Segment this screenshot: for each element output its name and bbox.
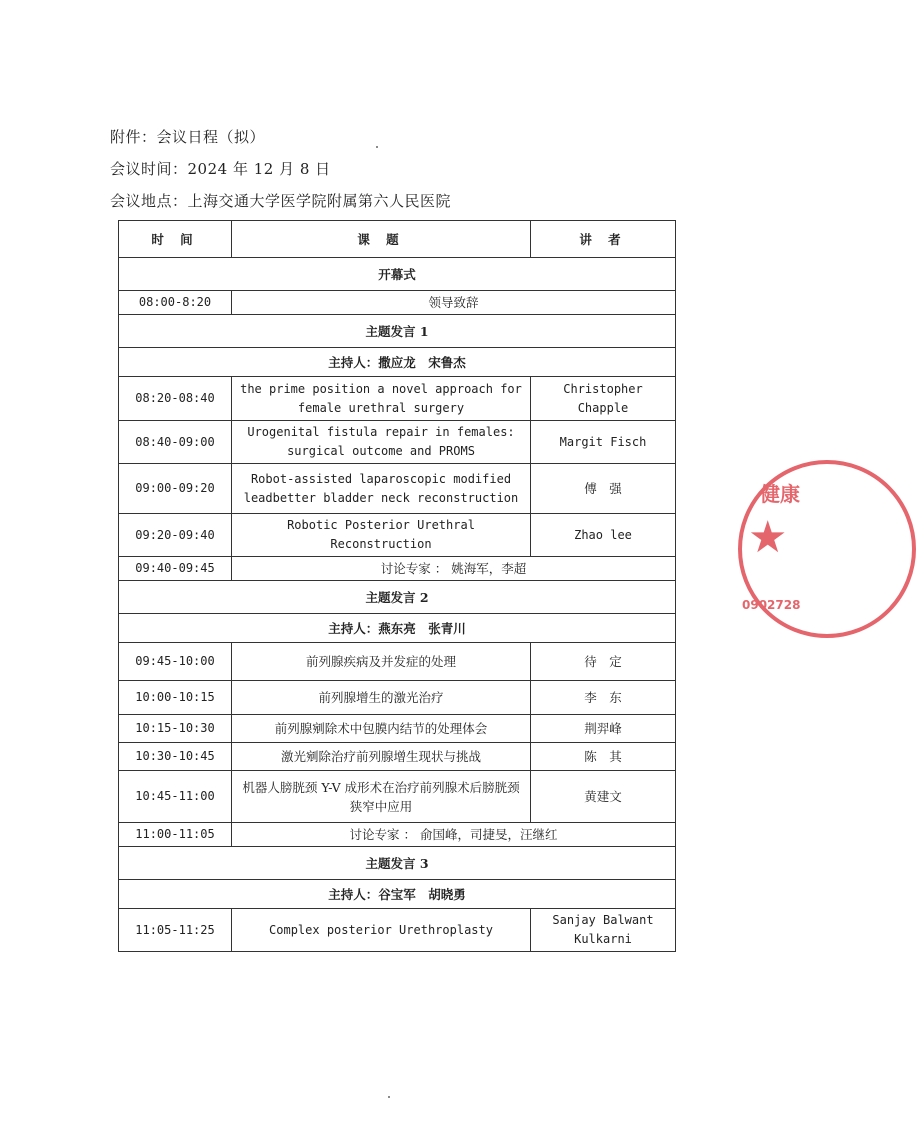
speaker-cell: Christopher Chapple <box>531 377 676 421</box>
table-row <box>119 291 676 315</box>
seal-text: 健康 <box>760 482 800 506</box>
col-topic-header: 课 题 <box>232 221 531 258</box>
table-row <box>119 421 676 464</box>
speaker-cell: 荆羿峰 <box>531 715 676 743</box>
table-row <box>119 557 676 581</box>
table-row <box>119 743 676 771</box>
section-row <box>119 315 676 348</box>
table-row <box>119 514 676 557</box>
session-host: 主持人：撒应龙 宋鲁杰 <box>119 348 676 377</box>
discussion-cell: 讨论专家 ： 俞国峰，司捷旻，汪继红 <box>232 823 676 847</box>
time-cell: 09:20-09:40 <box>119 514 232 557</box>
table-row <box>119 464 676 514</box>
speaker-cell: Zhao lee <box>531 514 676 557</box>
col-time-header: 时 间 <box>119 221 232 258</box>
topic-cell: 领导致辞 <box>232 291 676 315</box>
star-icon: ★ <box>748 512 788 563</box>
session-title: 主题发言 1 <box>119 315 676 348</box>
table-row <box>119 771 676 823</box>
scan-speck <box>376 146 378 148</box>
time-cell: 10:30-10:45 <box>119 743 232 771</box>
time-cell: 10:15-10:30 <box>119 715 232 743</box>
time-cell: 08:20-08:40 <box>119 377 232 421</box>
official-seal <box>738 460 916 638</box>
session-host: 主持人：燕东亮 张青川 <box>119 614 676 643</box>
topic-cell: Robot-assisted laparoscopic modified leadbetter bladder neck reconstruction <box>232 464 531 514</box>
meeting-time: 会议时间：2024 年 12 月 8 日 <box>110 160 331 178</box>
table-row <box>119 909 676 952</box>
topic-cell: 激光剜除治疗前列腺增生现状与挑战 <box>232 743 531 771</box>
discussion-cell: 讨论专家 ： 姚海军，李超 <box>232 557 676 581</box>
speaker-cell: 陈 其 <box>531 743 676 771</box>
col-speaker-header: 讲 者 <box>531 221 676 258</box>
time-cell: 10:00-10:15 <box>119 681 232 715</box>
topic-cell: 前列腺疾病及并发症的处理 <box>232 643 531 681</box>
table-row <box>119 681 676 715</box>
topic-cell: Robotic Posterior Urethral Reconstruction <box>232 514 531 557</box>
speaker-cell: Sanjay Balwant Kulkarni <box>531 909 676 952</box>
scan-speck <box>388 1096 390 1098</box>
table-row <box>119 823 676 847</box>
time-cell: 08:00-8:20 <box>119 291 232 315</box>
topic-cell: 前列腺增生的激光治疗 <box>232 681 531 715</box>
topic-cell: the prime position a novel approach for female urethral surgery <box>232 377 531 421</box>
session-title: 主题发言 2 <box>119 581 676 614</box>
section-row <box>119 258 676 291</box>
topic-cell: Urogenital fistula repair in females: surgical outcome and PROMS <box>232 421 531 464</box>
section-row <box>119 581 676 614</box>
speaker-cell: 李 东 <box>531 681 676 715</box>
time-cell: 08:40-09:00 <box>119 421 232 464</box>
attachment-title: 附件：会议日程（拟） <box>110 128 266 146</box>
host-row <box>119 348 676 377</box>
table-header-row <box>119 221 676 258</box>
time-cell: 09:45-10:00 <box>119 643 232 681</box>
seal-code: 0902728 <box>742 598 801 612</box>
opening-title: 开幕式 <box>119 258 676 291</box>
session-title: 主题发言 3 <box>119 847 676 880</box>
agenda-table <box>118 220 676 952</box>
speaker-cell: 待 定 <box>531 643 676 681</box>
topic-cell: 前列腺剜除术中包膜内结节的处理体会 <box>232 715 531 743</box>
time-cell: 10:45-11:00 <box>119 771 232 823</box>
time-cell: 11:05-11:25 <box>119 909 232 952</box>
speaker-cell: 黄建文 <box>531 771 676 823</box>
topic-cell: Complex posterior Urethroplasty <box>232 909 531 952</box>
time-cell: 09:00-09:20 <box>119 464 232 514</box>
topic-cell: 机器人膀胱颈 Y-V 成形术在治疗前列腺术后膀胱颈狭窄中应用 <box>232 771 531 823</box>
meeting-venue: 会议地点：上海交通大学医学院附属第六人民医院 <box>110 192 452 210</box>
table-row <box>119 377 676 421</box>
section-row <box>119 847 676 880</box>
speaker-cell: Margit Fisch <box>531 421 676 464</box>
time-cell: 11:00-11:05 <box>119 823 232 847</box>
table-row <box>119 643 676 681</box>
speaker-cell: 傅 强 <box>531 464 676 514</box>
table-row <box>119 715 676 743</box>
host-row <box>119 880 676 909</box>
time-cell: 09:40-09:45 <box>119 557 232 581</box>
host-row <box>119 614 676 643</box>
session-host: 主持人：谷宝军 胡晓勇 <box>119 880 676 909</box>
